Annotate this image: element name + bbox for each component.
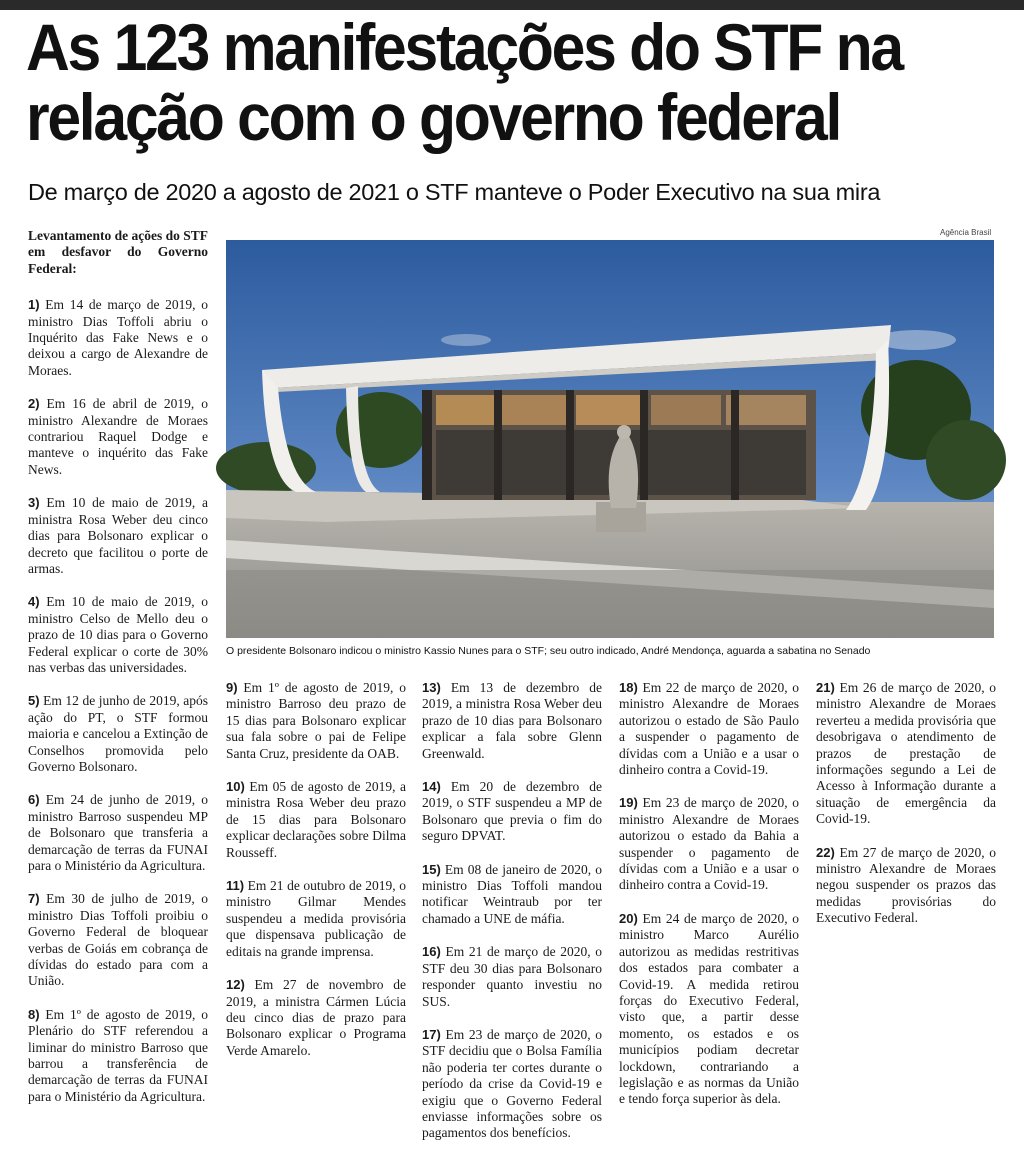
headline: As 123 manifestações do STF na relação com o governo federal [26, 10, 902, 154]
list-item: 18) Em 22 de março de 2020, o ministro Alexandre de Moraes autorizou o estado de São Paulo a suspender o pagamento de dívidas com a União e a usar o dinheiro contra a Covid-19. [619, 680, 800, 778]
list-item: 1) Em 14 de março de 2019, o ministro Dias Toffoli abriu o Inquérito das Fake News e o deixou a cargo de Alexandre de Moraes. [28, 297, 209, 378]
list-item: 8) Em 1º de agosto de 2019, o Plenário do STF referendou a liminar do ministro Barroso que barrou a transferência de demarcação de terras da FUNAI para o Ministério da Agricultura. [28, 1006, 208, 1104]
column-4 [619, 680, 799, 1125]
list-item: 12) Em 27 de novembro de 2019, a ministra Cármen Lúcia deu cinco dias de prazo para Bolsonaro explicar o Programa Verde Amarelo. [226, 977, 406, 1058]
list-item: 9) Em 1º de agosto de 2019, o ministro Barroso deu prazo de 15 dias para Bolsonaro explicar sua fala sobre o pai de Felipe Santa Cruz, presidente da OAB. [226, 680, 406, 761]
top-border [0, 0, 1024, 10]
list-item: 5) Em 12 de junho de 2019, após ação do PT, o STF formou maioria e cancelou a Extinção de Conselhos promovida pelo Governo Bolsonaro. [28, 693, 208, 774]
subheadline: De março de 2020 a agosto de 2021 o STF manteve o Poder Executivo na sua mira [28, 179, 881, 205]
list-item: 11) Em 21 de outubro de 2019, o ministro Gilmar Mendes suspendeu a medida provisória que dispensava publicação de editais na grande imprensa. [226, 878, 407, 959]
column-3 [422, 680, 602, 1159]
list-item: 7) Em 30 de julho de 2019, o ministro Dias Toffoli proibiu o Governo Federal de bloquear verbas de Goiás em cobrança de dívidas do estado para com a União. [28, 891, 208, 989]
column-2 [226, 680, 406, 1076]
column-5 [816, 680, 996, 944]
list-item: 10) Em 05 de agosto de 2019, a ministra Rosa Weber deu prazo de 15 dias para Bolsonaro explicar declarações sobre Dilma Rousseff. [226, 779, 406, 860]
list-item: 3) Em 10 de maio de 2019, a ministra Rosa Weber deu cinco dias para Bolsonaro explicar o decreto que facilitou o porte de armas. [28, 495, 208, 576]
list-item: 15) Em 08 de janeiro de 2020, o ministro Dias Toffoli mandou notificar Weintraub por ter chamado a UNE de máfia. [422, 861, 602, 926]
list-item: 13) Em 13 de dezembro de 2019, a ministra Rosa Weber deu prazo de 10 dias para Bolsonaro explicar a fala sobre Glenn Greenwald. [422, 680, 603, 761]
list-item: 16) Em 21 de março de 2020, o STF deu 30 dias para Bolsonaro responder quanto investiu no SUS. [422, 944, 603, 1009]
photo-caption: O presidente Bolsonaro indicou o ministro Kassio Nunes para o STF; seu outro indicado, André Mendonça, aguarda a sabatina no Senado [226, 645, 871, 657]
list-item: 2) Em 16 de abril de 2019, o ministro Alexandre de Moraes contrariou Raquel Dodge e manteve o inquérito das Fake News. [28, 396, 208, 477]
list-item: 6) Em 24 de junho de 2019, o ministro Barroso suspendeu MP de Bolsonaro que transferia a demarcação de terras da FUNAI para o Ministério da Agricultura. [28, 792, 209, 873]
stf-building-illustration [226, 240, 994, 638]
photo-stf-building [226, 240, 994, 638]
list-item: 17) Em 23 de março de 2020, o STF decidiu que o Bolsa Família não poderia ter cortes durante o período da crise da Covid-19 e exigiu que o Governo Federal enviasse informações sobre os pagamentos dos benefícios. [422, 1026, 603, 1141]
photo-credit: Agência Brasil [940, 228, 992, 237]
list-intro: Levantamento de ações do STF em desfavor do Governo Federal: [28, 228, 208, 276]
column-1 [28, 228, 208, 1122]
list-item: 19) Em 23 de março de 2020, o ministro Alexandre de Moraes autorizou o estado da Bahia a suspender o pagamento de dívidas com a União e a usar o dinheiro contra a Covid-19. [619, 795, 800, 893]
list-item: 4) Em 10 de maio de 2019, o ministro Celso de Mello deu o prazo de 10 dias para o Governo Federal explicar o corte de 30% nas verbas das universidades. [28, 594, 208, 675]
list-item: 20) Em 24 de março de 2020, o ministro Marco Aurélio autorizou as medidas restritivas dos estados para combater a Covid-19. A medida retirou forças do Executivo Federal, visto que, a partir desse momento, os estados e os municípios podiam decretar lockdown, contrariando a legislação e as normas da União e tendo força superior às dela. [619, 910, 800, 1107]
list-item: 14) Em 20 de dezembro de 2019, o STF suspendeu a MP de Bolsonaro que previa o fim do seguro DPVAT. [422, 779, 603, 844]
list-item: 21) Em 26 de março de 2020, o ministro Alexandre de Moraes reverteu a medida provisória que desobrigava o atendimento de prazos de prestação de informações segundo a Lei de Acesso à Informação durante a situação de emergência da Covid-19. [816, 680, 997, 827]
list-item: 22) Em 27 de março de 2020, o ministro Alexandre de Moraes negou suspender os prazos das medidas provisórias do Executivo Federal. [816, 844, 997, 926]
